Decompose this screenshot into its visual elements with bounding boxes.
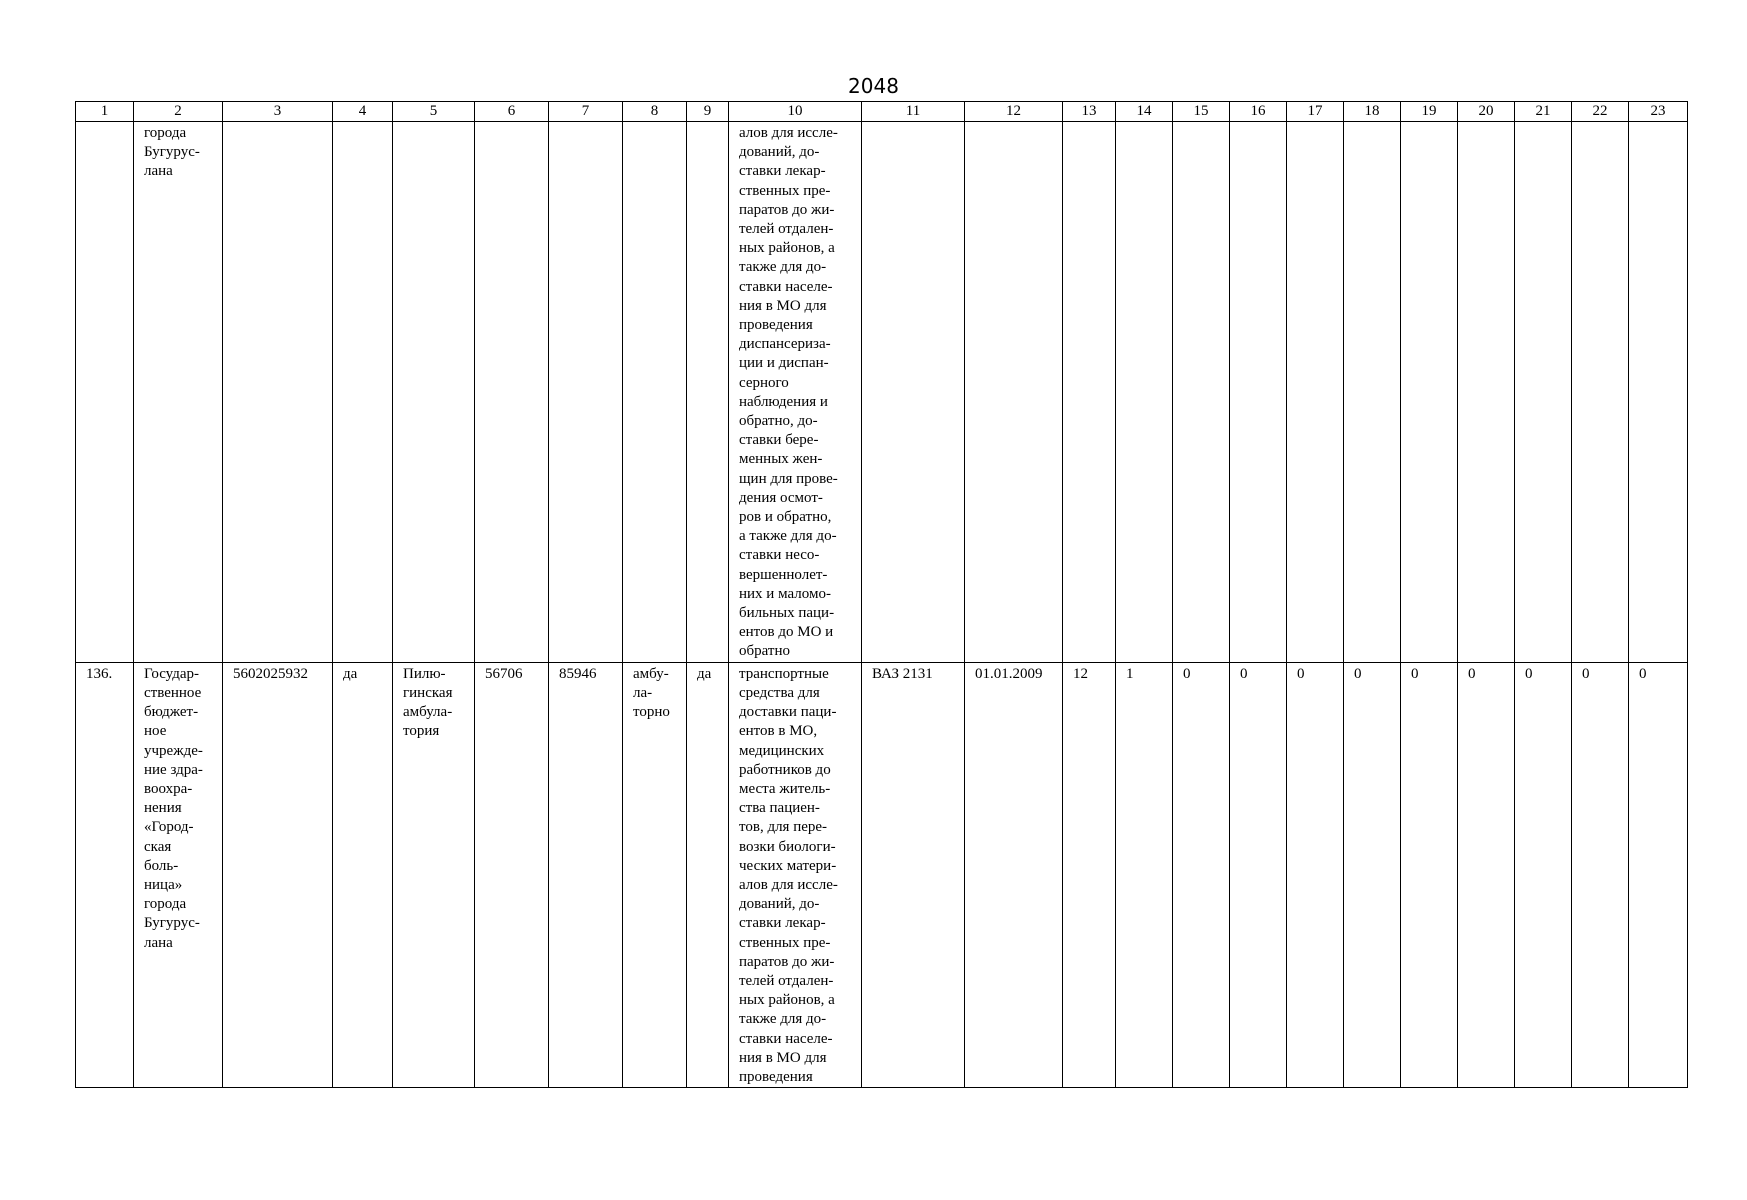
table-cell: [1629, 122, 1688, 663]
cell-text: ВАЗ 2131: [872, 665, 933, 682]
table-cell: [862, 662, 965, 1087]
table-cell: [687, 662, 729, 1087]
table-cell: [333, 122, 393, 663]
column-header: 2: [134, 102, 223, 122]
cell-text: да: [343, 665, 358, 682]
cell-text: 136.: [86, 665, 113, 682]
header-row: [76, 102, 1688, 122]
column-header: 17: [1287, 102, 1344, 122]
cell-text: 12: [1073, 665, 1088, 682]
table-cell: [1287, 122, 1344, 663]
table-cell: [1287, 662, 1344, 1087]
table-cell: [862, 122, 965, 663]
table-cell: [1063, 662, 1116, 1087]
table-cell: [393, 662, 475, 1087]
column-header: 13: [1063, 102, 1116, 122]
cell-text: 0: [1183, 665, 1191, 682]
table-cell: [76, 122, 134, 663]
column-header: 11: [862, 102, 965, 122]
column-header: 23: [1629, 102, 1688, 122]
table-cell: [1572, 122, 1629, 663]
cell-text: 0: [1639, 665, 1647, 682]
cell-text: 01.01.2009: [975, 665, 1043, 682]
table-cell: [1173, 122, 1230, 663]
table-cell: [1344, 662, 1401, 1087]
table-cell: [549, 122, 623, 663]
column-header: 14: [1116, 102, 1173, 122]
table-cell: [1230, 122, 1287, 663]
column-header: 3: [223, 102, 333, 122]
table-cell: [729, 662, 862, 1087]
table-cell: [1230, 662, 1287, 1087]
column-header: 21: [1515, 102, 1572, 122]
cell-text: 0: [1240, 665, 1248, 682]
table-cell: [1515, 122, 1572, 663]
cell-text: 1: [1126, 665, 1134, 682]
table-row: [76, 662, 1688, 1087]
column-header: 15: [1173, 102, 1230, 122]
table-cell: [1515, 662, 1572, 1087]
column-header: 5: [393, 102, 475, 122]
cell-text: алов для иссле- дований, до- ставки лекар- ственных пре- паратов до жи- телей отдален- ных районов, а также для до- ставки населе- ния в МО для проведения диспансериза- ции и диспан- серного наблюдения и обратно, до- ставки бере- менных жен- щин для прове- дения осмот- ров и обратно, а также для до- ставки несо- вершеннолет- них и маломо- бильных паци- ентов до МО и обратно: [739, 125, 838, 660]
table-cell: [1063, 122, 1116, 663]
table-cell: [475, 662, 549, 1087]
data-table: [75, 101, 1688, 1088]
cell-text: транспортные средства для доставки паци- ентов в МО, медицинских работников до места житель- ства пациен- тов, для пере- возки биологи- ческих матери- алов для иссле- дований, до- ставки лекар- ственных пре- паратов до жи- телей отдален- ных районов, а также для до- ставки населе- ния в МО для проведения: [739, 665, 838, 1085]
table-cell: [1401, 662, 1458, 1087]
table-cell: [393, 122, 475, 663]
table-cell: [1173, 662, 1230, 1087]
table-cell: [475, 122, 549, 663]
cell-text: 0: [1411, 665, 1419, 682]
table-cell: [134, 662, 223, 1087]
cell-text: 0: [1354, 665, 1362, 682]
table-cell: [623, 662, 687, 1087]
column-header: 4: [333, 102, 393, 122]
table-cell: [549, 662, 623, 1087]
table-cell: [134, 122, 223, 663]
column-header: 16: [1230, 102, 1287, 122]
table-cell: [1116, 662, 1173, 1087]
column-header: 9: [687, 102, 729, 122]
table-cell: [965, 122, 1063, 663]
table-cell: [76, 662, 134, 1087]
table-cell: [223, 662, 333, 1087]
cell-text: 0: [1582, 665, 1590, 682]
column-header: 19: [1401, 102, 1458, 122]
table-cell: [1344, 122, 1401, 663]
cell-text: 85946: [559, 665, 597, 682]
column-header: 7: [549, 102, 623, 122]
cell-text: Пилю- гинская амбула- тория: [403, 665, 453, 740]
table-cell: [1572, 662, 1629, 1087]
table-cell: [1116, 122, 1173, 663]
page-number: 2048: [848, 74, 899, 98]
table-cell: [1458, 122, 1515, 663]
table-cell: [1458, 662, 1515, 1087]
cell-text: 0: [1297, 665, 1305, 682]
column-header: 10: [729, 102, 862, 122]
column-header: 20: [1458, 102, 1515, 122]
table-cell: [1629, 662, 1688, 1087]
cell-text: 0: [1468, 665, 1476, 682]
column-header: 6: [475, 102, 549, 122]
table-cell: [687, 122, 729, 663]
table-cell: [1401, 122, 1458, 663]
table-cell: [729, 122, 862, 663]
table-cell: [965, 662, 1063, 1087]
cell-text: 0: [1525, 665, 1533, 682]
cell-text: да: [697, 665, 712, 682]
cell-text: 5602025932: [233, 665, 308, 682]
column-header: 22: [1572, 102, 1629, 122]
column-header: 12: [965, 102, 1063, 122]
cell-text: Государ- ственное бюджет- ное учрежде- ние здра- воохра- нения «Город- ская боль- ница» города Бугурус- лана: [144, 665, 203, 951]
column-header: 8: [623, 102, 687, 122]
cell-text: амбу- ла- торно: [633, 665, 670, 721]
table-row: [76, 122, 1688, 663]
table-cell: [333, 662, 393, 1087]
cell-text: города Бугурус- лана: [144, 125, 200, 180]
column-header: 18: [1344, 102, 1401, 122]
column-header: 1: [76, 102, 134, 122]
table-cell: [223, 122, 333, 663]
table-cell: [623, 122, 687, 663]
cell-text: 56706: [485, 665, 523, 682]
